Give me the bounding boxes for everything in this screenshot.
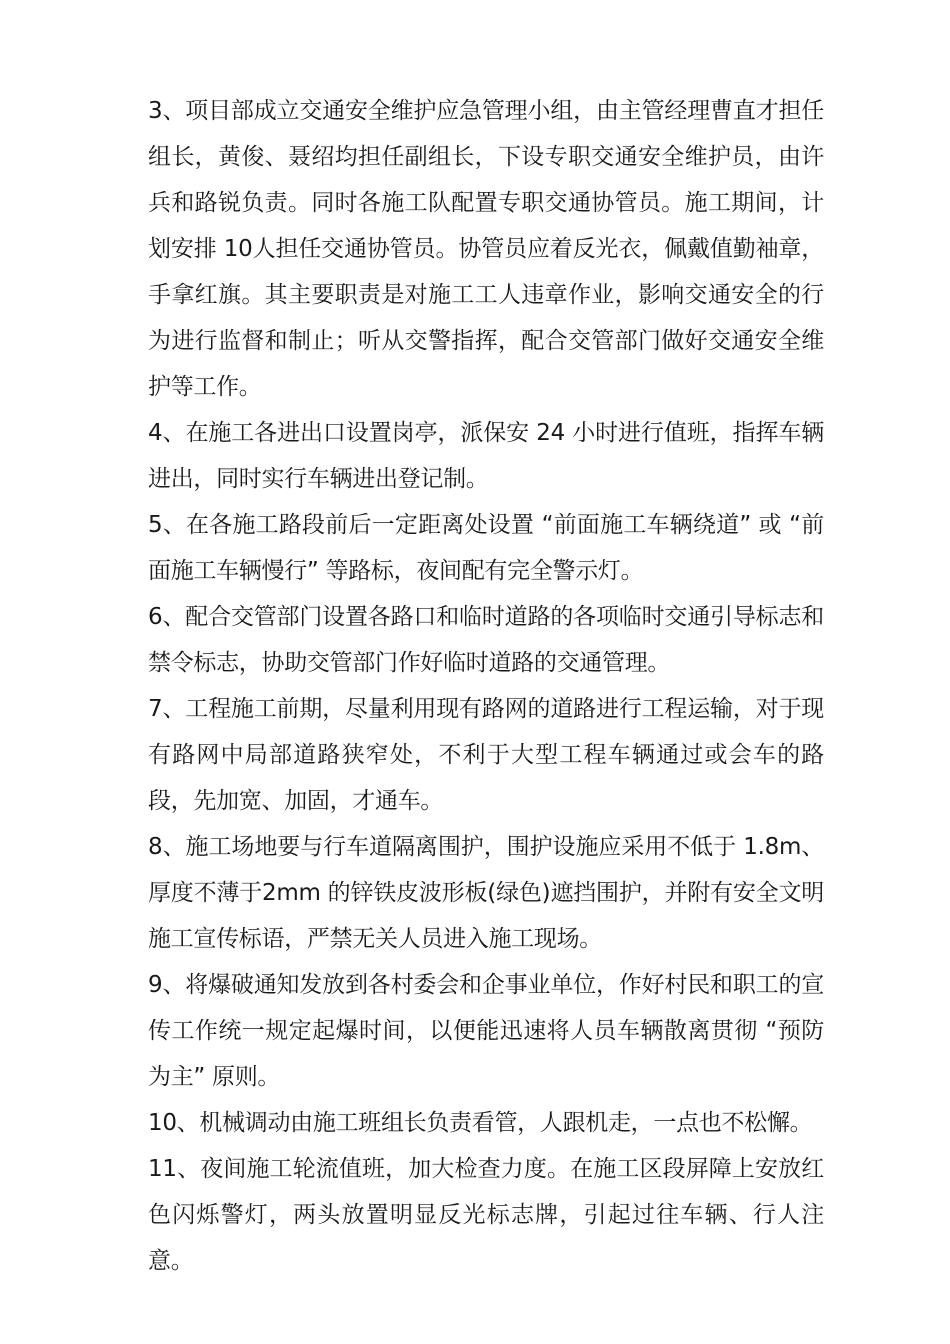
paragraph-11: 11、夜间施工轮流值班，加大检查力度。在施工区段屏障上安放红色闪烁警灯，两头放置明显反光标志牌，引起过往车辆、行人注意。 — [148, 1156, 824, 1274]
paragraph-7: 7、工程施工前期，尽量利用现有路网的道路进行工程运输，对于现有路网中局部道路狭窄处，不利于大型工程车辆通过或会车的路段，先加宽、加固，才通车。 — [148, 696, 824, 814]
paragraph-9: 9、将爆破通知发放到各村委会和企事业单位，作好村民和职工的宣传工作统一规定起爆时间，以便能迅速将人员车辆散离贯彻 “预防为主” 原则。 — [148, 972, 824, 1090]
paragraph-3: 3、项目部成立交通安全维护应急管理小组，由主管经理曹直才担任组长，黄俊、聂绍均担任副组长，下设专职交通安全维护员，由许兵和路锐负责。同时各施工队配置专职交通协管员。施工期间，计划安排 10人担任交通协管员。协管员应着反光衣，佩戴值勤袖章，手拿红旗。其主要职责是对施工工人违章作业，影响交通安全的行为进行监督和制止；听从交警指挥，配合交管部门做好交通安全维护等工作。 — [148, 98, 824, 400]
paragraph-6: 6、配合交管部门设置各路口和临时道路的各项临时交通引导标志和禁令标志，协助交管部门作好临时道路的交通管理。 — [148, 604, 824, 676]
document-body — [148, 88, 824, 1284]
paragraph-4: 4、在施工各进出口设置岗亭，派保安 24 小时进行值班，指挥车辆进出，同时实行车辆进出登记制。 — [148, 420, 824, 492]
paragraph-10: 10、机械调动由施工班组长负责看管，人跟机走，一点也不松懈。 — [148, 1110, 813, 1136]
paragraph-8: 8、施工场地要与行车道隔离围护，围护设施应采用不低于 1.8m、厚度不薄于2mm 的锌铁皮波形板(绿色)遮挡围护，并附有安全文明施工宣传标语，严禁无关人员进入施工现场。 — [148, 834, 824, 952]
paragraph-5: 5、在各施工路段前后一定距离处设置 “前面施工车辆绕道” 或 “前面施工车辆慢行” 等路标，夜间配有完全警示灯。 — [148, 512, 824, 584]
